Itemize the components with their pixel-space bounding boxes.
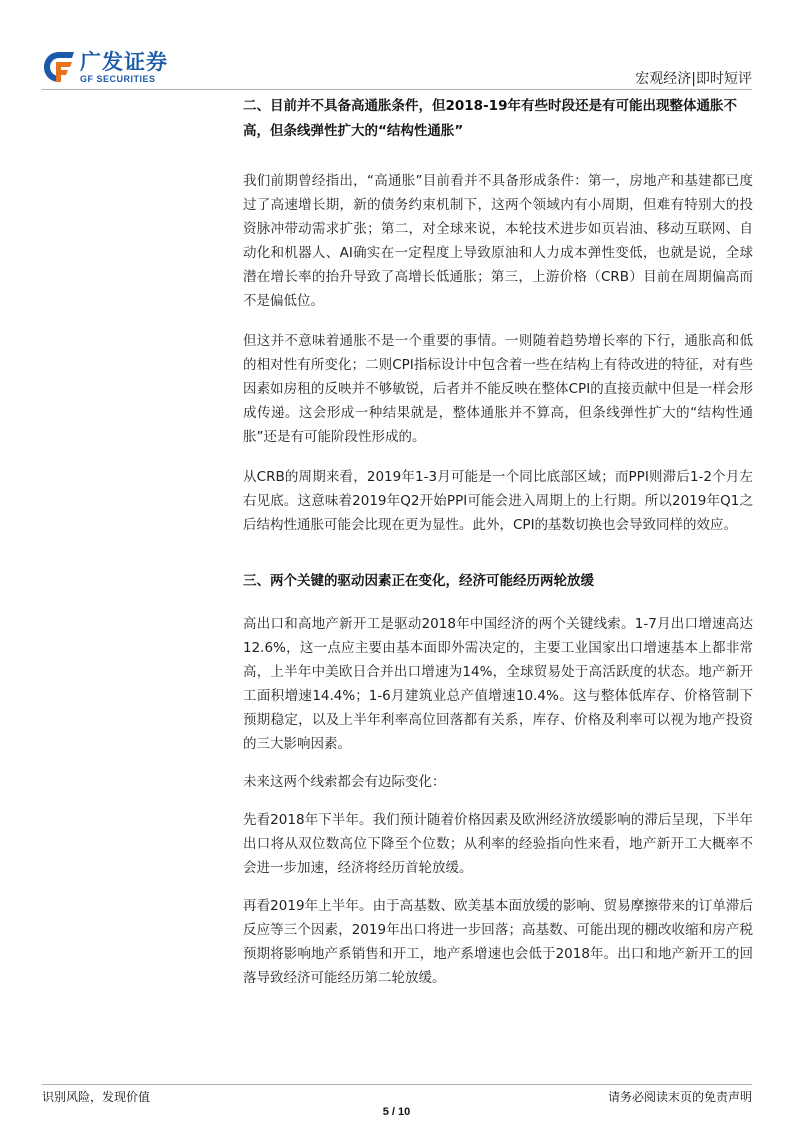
paragraph: 再看2019年上半年。由于高基数、欧美基本面放缓的影响、贸易摩擦带来的订单滞后反应等三个因素，2019年出口将进一步回落；高基数、可能出现的棚改收缩和房产税预期将影响地产系销售和开工，地产系增速也会低于2018年。出口和地产新开工的回落导致经济可能经历第二轮放缓。: [243, 898, 753, 986]
main-content: [243, 94, 753, 990]
header-divider: [42, 89, 752, 90]
footer-disclaimer-note: 请务必阅读末页的免责声明: [607, 1090, 752, 1104]
section-3-title: 三、两个关键的驱动因素正在变化，经济可能经历两轮放缓: [243, 573, 594, 589]
paragraph: 从CRB的周期来看，2019年1-3月可能是一个同比底部区域；而PPI则滞后1-2个月左右见底。这意味着2019年Q2开始PPI可能会进入周期上的上行期。所以2019年Q1之后结构性通胀可能会比现在更为显性。此外，CPI的基数切换也会导致同样的效应。: [243, 469, 753, 533]
paragraph: 高出口和高地产新开工是驱动2018年中国经济的两个关键线索。1-7月出口增速高达12.6%，这一点应主要由基本面即外需决定的，主要工业国家出口增速基本上都非常高，上半年中美欧日合并出口增速为14%，全球贸易处于高活跃度的状态。地产新开工面积增速14.4%；1-6月建筑业总产值增速10.4%。这与整体低库存、价格管制下预期稳定，以及上半年利率高位回落都有关系，库存、价格及利率可以视为地产投资的三大影响因素。: [243, 616, 753, 752]
gf-securities-logo: [42, 50, 168, 84]
logo-chinese-name: 广发证券: [80, 50, 168, 74]
footer-divider: [42, 1084, 752, 1085]
page-header: [42, 50, 752, 94]
section-2-title: 二、目前并不具备高通胀条件，但2018-19年有些时段还是有可能出现整体通胀不高，但条线弹性扩大的“结构性通胀”: [243, 98, 737, 139]
gf-logo-icon: [42, 50, 76, 84]
paragraph: 先看2018年下半年。我们预计随着价格因素及欧洲经济放缓影响的滞后呈现，下半年出口将从双位数高位下降至个位数；从利率的经验指向性来看，地产新开工大概率不会进一步加速，经济将经历首轮放缓。: [243, 812, 753, 876]
logo-english-name: GF SECURITIES: [80, 74, 156, 84]
paragraph: 我们前期曾经指出，“高通胀”目前看并不具备形成条件：第一，房地产和基建都已度过了高速增长期，新的债务约束机制下，这两个领域内有小周期，但难有特别大的投资脉冲带动需求扩张；第二，对全球来说，本轮技术进步如页岩油、移动互联网、自动化和机器人、AI确实在一定程度上导致原油和人力成本弹性变低，也就是说，全球潜在增长率的抬升导致了高增长低通胀；第三，上游价格（CRB）目前在周期偏高而不是偏低位。: [243, 173, 753, 309]
report-type-label: 宏观经济|即时短评: [635, 71, 752, 87]
paragraph: 未来这两个线索都会有边际变化：: [243, 774, 446, 790]
page-number: 5 / 10: [382, 1106, 411, 1118]
paragraph: 但这并不意味着通胀不是一个重要的事情。一则随着趋势增长率的下行，通胀高和低的相对性有所变化；二则CPI指标设计中包含着一些在结构上有待改进的特征，对有些因素如房租的反映并不够敏锐，后者并不能反映在整体CPI的直接贡献中但是一样会形成传递。这会形成一种结果就是，整体通胀并不算高，但条线弹性扩大的“结构性通胀”还是有可能阶段性形成的。: [243, 333, 753, 445]
footer-slogan: 识别风险，发现价值: [42, 1090, 151, 1104]
